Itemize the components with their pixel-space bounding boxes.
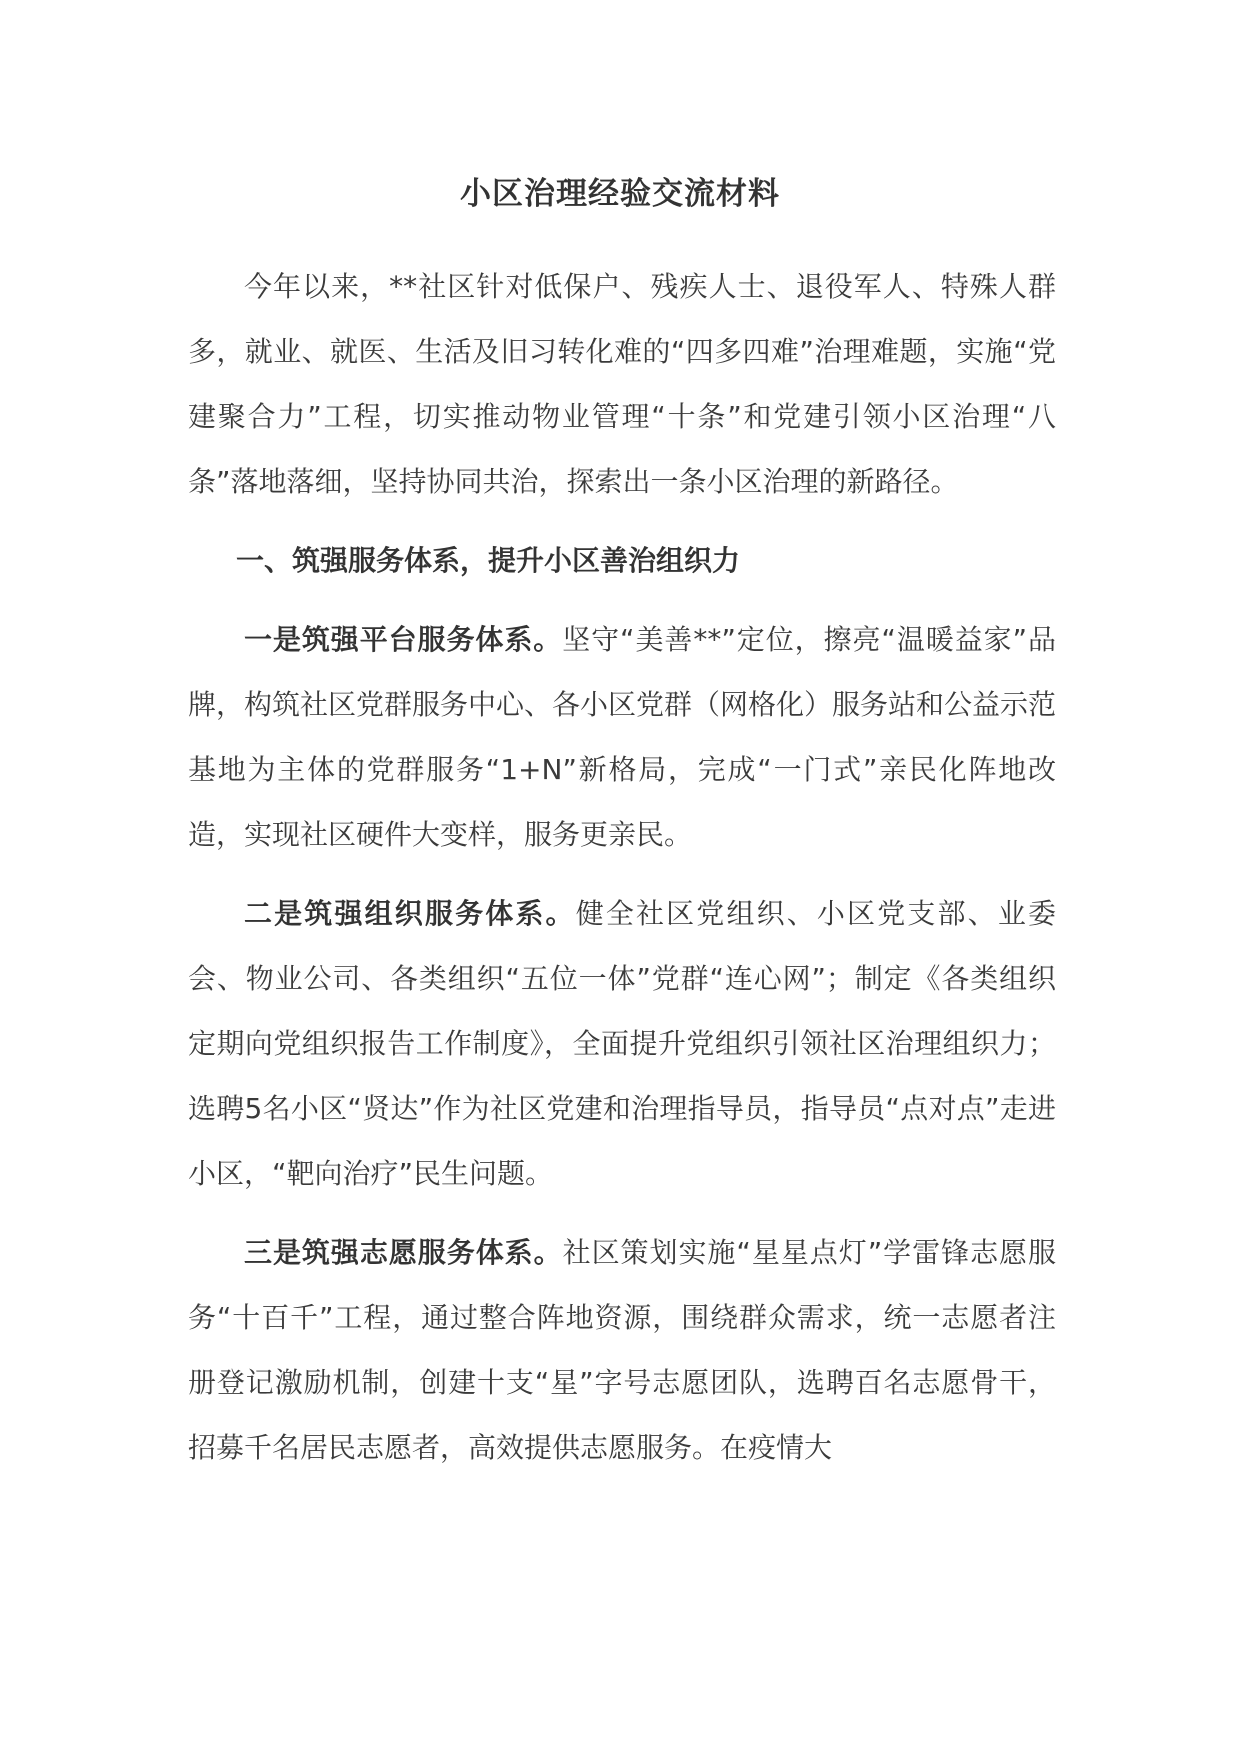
section-heading: 一、筑强服务体系，提升小区善治组织力 xyxy=(236,544,741,577)
document-body xyxy=(188,254,1056,1494)
paragraph-text: 社区策划实施“星星点灯”学雷锋志愿服务“十百千”工程，通过整合阵地资源，围绕群众需求，统一志愿者注册登记激励机制，创建十支“星”字号志愿团队，选聘百名志愿骨干，招募千名居民志愿者，高效提供志愿服务。在疫情大 xyxy=(188,1236,1056,1464)
paragraph-text: 健全社区党组织、小区党支部、业委会、物业公司、各类组织“五位一体”党群“连心网”；制定《各类组织定期向党组织报告工作制度》，全面提升党组织引领社区治理组织力；选聘5名小区“贤达”作为社区党建和治理指导员，指导员“点对点”走进小区，“靶向治疗”民生问题。 xyxy=(188,897,1056,1190)
paragraph-lead: 一是筑强平台服务体系。 xyxy=(244,623,563,656)
paragraph-text: 坚守“美善**”定位，擦亮“温暖益家”品牌，构筑社区党群服务中心、各小区党群（网格化）服务站和公益示范基地为主体的党群服务“1+N”新格局，完成“一门式”亲民化阵地改造，实现社区硬件大变样，服务更亲民。 xyxy=(188,623,1057,851)
document-title: 小区治理经验交流材料 xyxy=(460,176,780,212)
paragraph-platform-service xyxy=(188,607,1056,867)
intro-paragraph: 今年以来，**社区针对低保户、残疾人士、退役军人、特殊人群多，就业、就医、生活及旧习转化难的“四多四难”治理难题，实施“党建聚合力”工程，切实推动物业管理“十条”和党建引领小区治理“八条”落地落细，坚持协同共治，探索出一条小区治理的新路径。 xyxy=(188,270,1056,498)
paragraph-volunteer-service xyxy=(188,1220,1056,1480)
paragraph-lead: 三是筑强志愿服务体系。 xyxy=(244,1236,563,1269)
paragraph-organization-service xyxy=(188,881,1056,1206)
paragraph-lead: 二是筑强组织服务体系。 xyxy=(244,897,576,930)
